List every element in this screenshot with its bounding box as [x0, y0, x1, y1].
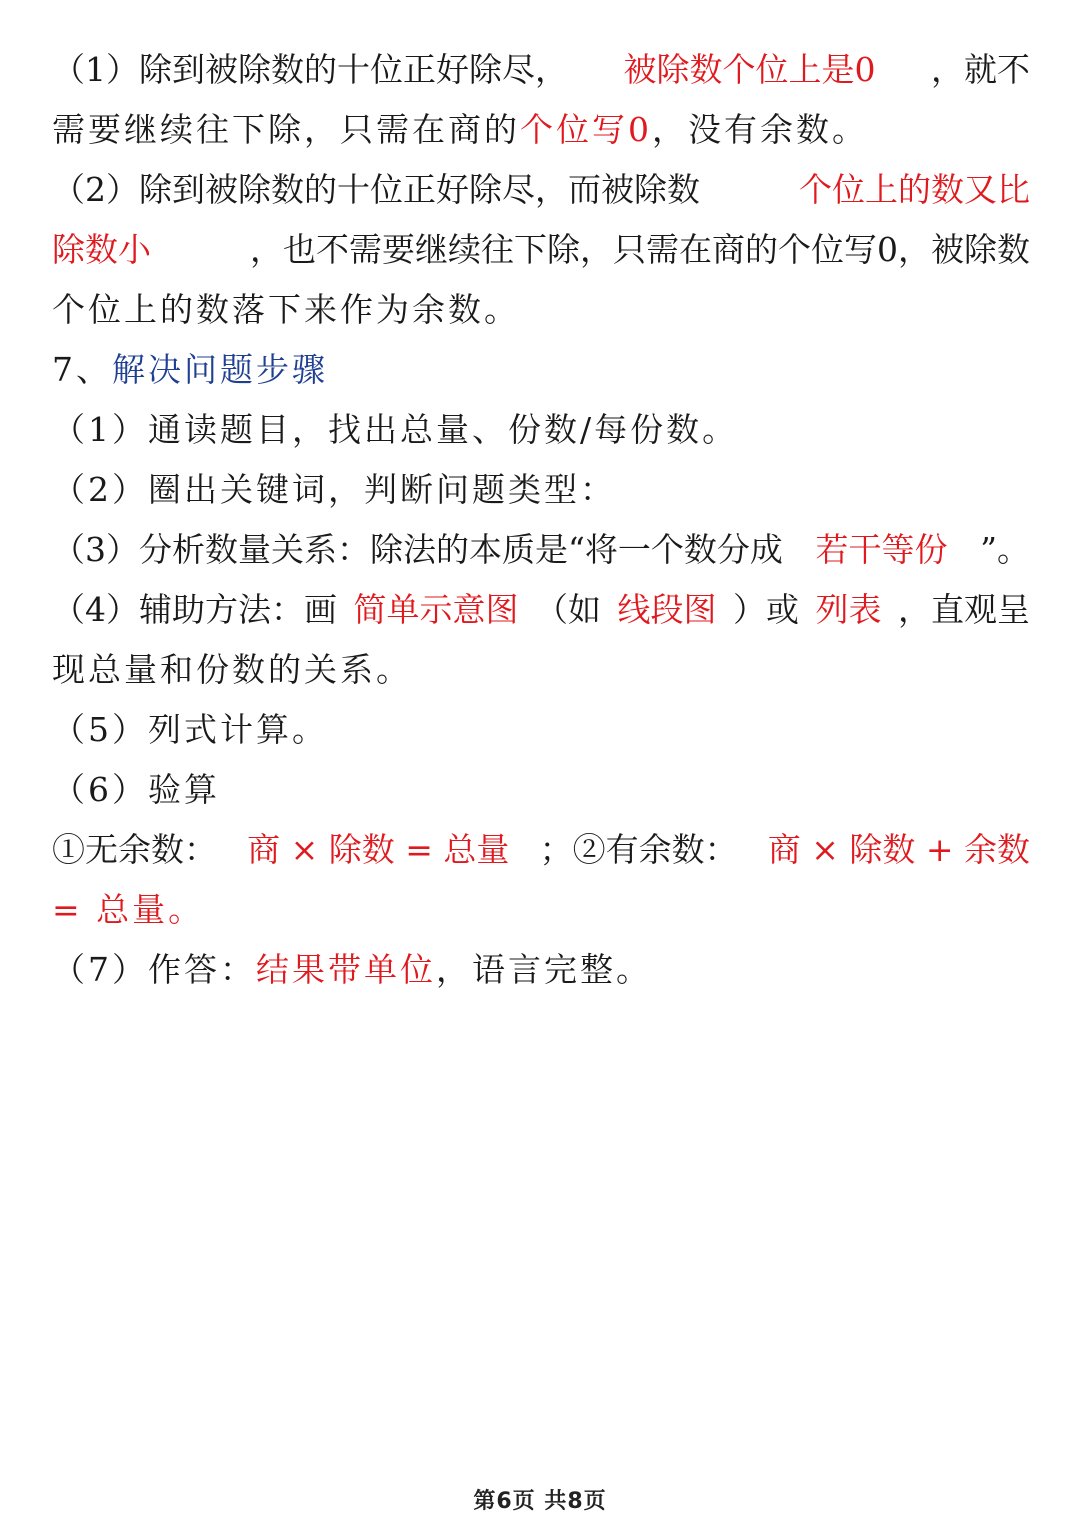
- step-7: [52, 940, 1030, 1000]
- paragraph-1-line-2: [52, 100, 1030, 160]
- formula-with-remainder: 商 × 除数 + 余数: [767, 830, 1030, 869]
- text-segment: （7）作答：: [52, 950, 256, 989]
- text-segment: ）或: [733, 590, 799, 629]
- text-segment: （2）除到被除数的十位正好除尽，而被除数: [52, 170, 700, 209]
- highlight-segment: 简单示意图: [353, 590, 519, 629]
- highlight-segment: 除数小: [52, 230, 151, 269]
- section-7-heading: [52, 340, 1030, 400]
- highlight-segment: 若干等份: [815, 530, 948, 569]
- text-segment: （4）辅助方法：画: [52, 590, 337, 629]
- step-5: （5）列式计算。: [52, 710, 328, 749]
- step-1: （1）通读题目，找出总量、份数/每份数。: [52, 410, 739, 449]
- text-segment: （1）除到被除数的十位正好除尽，: [52, 50, 568, 89]
- highlight-segment: 结果带单位: [256, 950, 436, 989]
- paragraph-1-line-1: [52, 40, 1030, 100]
- step-6: （6）验算: [52, 770, 220, 809]
- section-number: 7、: [52, 350, 112, 389]
- text-segment: ，没有余数。: [652, 110, 868, 149]
- step-4-line-1: [52, 580, 1030, 640]
- highlight-segment: 列表: [815, 590, 882, 629]
- section-title: 解决问题步骤: [112, 350, 328, 389]
- document-body: [52, 40, 1030, 1000]
- formula-no-remainder: 商 × 除数 = 总量: [247, 830, 510, 869]
- text-segment: 需要继续往下除，只需在商的: [52, 110, 520, 149]
- step-3: [52, 520, 1030, 580]
- step-6-detail-line-2: = 总量。: [52, 890, 205, 929]
- text-segment: ，就不: [931, 50, 1030, 89]
- text-segment: （如: [535, 590, 601, 629]
- text-segment: ，语言完整。: [436, 950, 652, 989]
- page-number-footer: 第6页 共8页: [473, 1489, 607, 1514]
- paragraph-2-line-2: [52, 220, 1030, 280]
- step-6-detail-line-1: [52, 820, 1030, 880]
- highlight-segment: 个位写0: [520, 110, 652, 149]
- text-segment: ①无余数：: [52, 830, 217, 869]
- paragraph-2-line-1: [52, 160, 1030, 220]
- highlight-segment: 线段图: [617, 590, 717, 629]
- text-segment: ；②有余数：: [539, 830, 738, 869]
- text-segment: ”。: [980, 530, 1030, 569]
- step-4-line-2: 现总量和份数的关系。: [52, 650, 412, 689]
- paragraph-2-line-3: 个位上的数落下来作为余数。: [52, 290, 520, 329]
- highlight-segment: 个位上的数又比: [799, 170, 1030, 209]
- text-segment: （3）分析数量关系：除法的本质是“将一个数分成: [52, 530, 783, 569]
- highlight-segment: 被除数个位上是0: [623, 50, 876, 89]
- text-segment: ，也不需要继续往下除，只需在商的个位写0，被除数: [250, 230, 1030, 269]
- text-segment: ，直观呈: [898, 590, 1030, 629]
- step-2: （2）圈出关键词，判断问题类型：: [52, 470, 616, 509]
